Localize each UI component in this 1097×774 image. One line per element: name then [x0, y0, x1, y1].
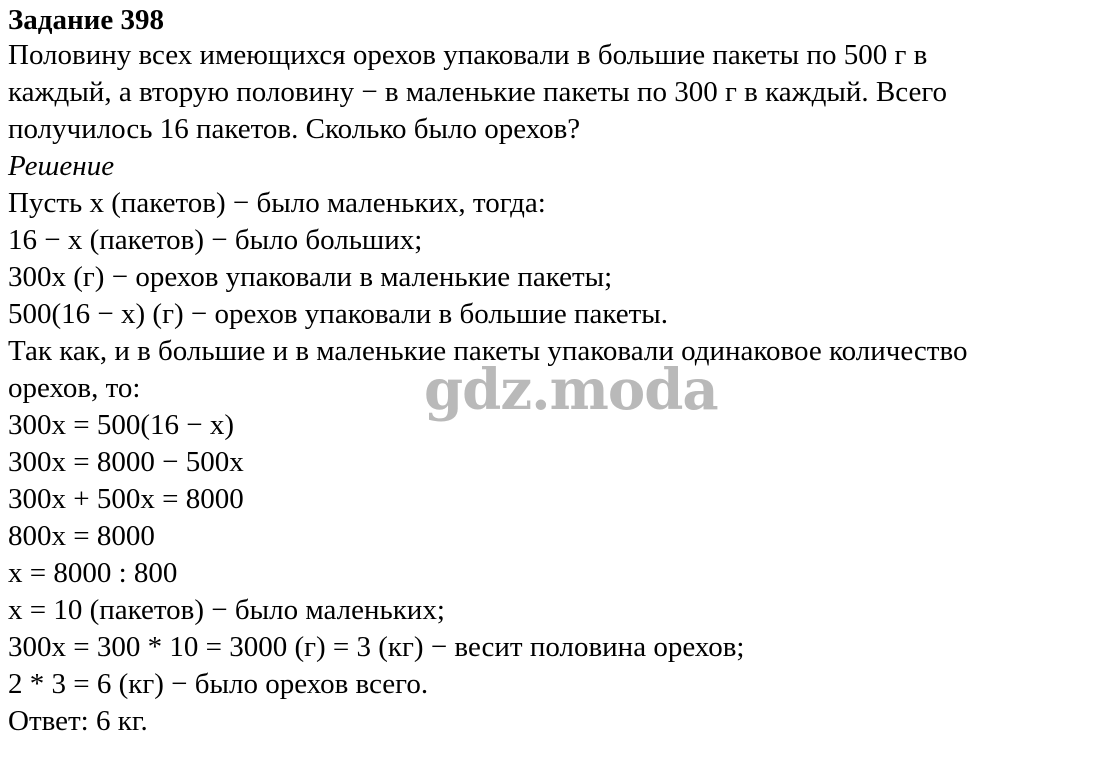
solution-line-5: Так как, и в большие и в маленькие пакеты упаковали одинаковое количество [8, 335, 968, 367]
solution-line-11: x = 8000 : 800 [8, 557, 178, 589]
solution-line-7: 300x = 500(16 − x) [8, 409, 235, 441]
solution-line-8: 300x = 8000 − 500x [8, 446, 244, 478]
solution-heading: Решение [8, 150, 115, 182]
solution-line-13: 300x = 300 * 10 = 3000 (г) = 3 (кг) − весит половина орехов; [8, 631, 745, 663]
task-title: Задание 398 [8, 4, 165, 36]
solution-line-6: орехов, то: [8, 372, 141, 404]
problem-line-1: Половину всех имеющихся орехов упаковали в большие пакеты по 500 г в [8, 39, 928, 71]
site-watermark: gdz.moda [424, 357, 718, 423]
solution-line-3: 300x (г) − орехов упаковали в маленькие пакеты; [8, 261, 613, 293]
problem-line-2: каждый, а вторую половину − в маленькие пакеты по 300 г в каждый. Всего [8, 76, 948, 108]
solution-line-9: 300x + 500x = 8000 [8, 483, 244, 515]
answer-line: Ответ: 6 кг. [8, 705, 148, 737]
solution-line-4: 500(16 − x) (г) − орехов упаковали в большие пакеты. [8, 298, 669, 330]
problem-line-3: получилось 16 пакетов. Сколько было орехов? [8, 113, 581, 145]
solution-line-10: 800x = 8000 [8, 520, 155, 552]
solution-line-12: x = 10 (пакетов) − было маленьких; [8, 594, 445, 626]
solution-line-1: Пусть x (пакетов) − было маленьких, тогда: [8, 187, 546, 219]
solution-line-2: 16 − x (пакетов) − было больших; [8, 224, 423, 256]
solution-line-14: 2 * 3 = 6 (кг) − было орехов всего. [8, 668, 429, 700]
